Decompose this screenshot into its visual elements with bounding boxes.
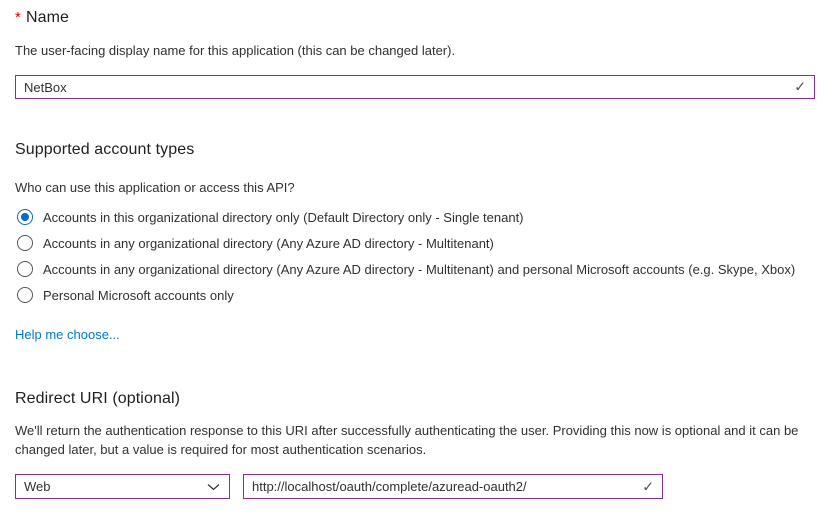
name-title-text: Name [25, 9, 70, 26]
radio-option-personal-only[interactable] [15, 282, 795, 308]
platform-select[interactable] [15, 474, 230, 499]
platform-selected-value: Web [24, 479, 51, 494]
name-section-title [15, 9, 69, 27]
radio-option-multitenant[interactable] [15, 230, 795, 256]
name-input-container [15, 75, 815, 99]
valid-checkmark-icon: ✓ [642, 477, 654, 494]
required-asterisk: * [15, 9, 21, 26]
radio-button-icon[interactable] [17, 287, 33, 303]
radio-option-label: Accounts in this organizational directory only (Default Directory only - Single tenant) [43, 209, 524, 225]
valid-checkmark-icon: ✓ [794, 78, 806, 95]
radio-button-icon[interactable] [17, 235, 33, 251]
account-types-title: Supported account types [15, 141, 195, 158]
radio-option-single-tenant[interactable] [15, 204, 795, 230]
radio-button-icon[interactable] [17, 209, 33, 225]
redirect-uri-title: Redirect URI (optional) [15, 390, 181, 407]
radio-option-label: Accounts in any organizational directory (Any Azure AD directory - Multitenant) and personal Microsoft accounts (e.g. Skype, Xbox) [43, 261, 796, 277]
radio-dot-icon [21, 213, 29, 221]
help-me-choose-link[interactable]: Help me choose... [15, 327, 120, 342]
account-types-radio-group [15, 204, 795, 308]
redirect-uri-description: We'll return the authentication response to this URI after successfully authenticating the user. Providing this now is optional and it can be changed later, but a value is required for most authentication scenarios. [15, 423, 799, 457]
redirect-uri-input-container [243, 474, 663, 499]
account-types-question: Who can use this application or access this API? [15, 180, 295, 195]
radio-option-label: Personal Microsoft accounts only [43, 287, 234, 303]
name-input[interactable] [16, 76, 814, 98]
redirect-uri-input[interactable] [244, 475, 662, 498]
name-description: The user-facing display name for this application (this can be changed later). [15, 43, 456, 58]
radio-option-label: Accounts in any organizational directory (Any Azure AD directory - Multitenant) [43, 235, 494, 251]
radio-button-icon[interactable] [17, 261, 33, 277]
chevron-down-icon [207, 483, 220, 491]
radio-option-multitenant-personal[interactable] [15, 256, 795, 282]
